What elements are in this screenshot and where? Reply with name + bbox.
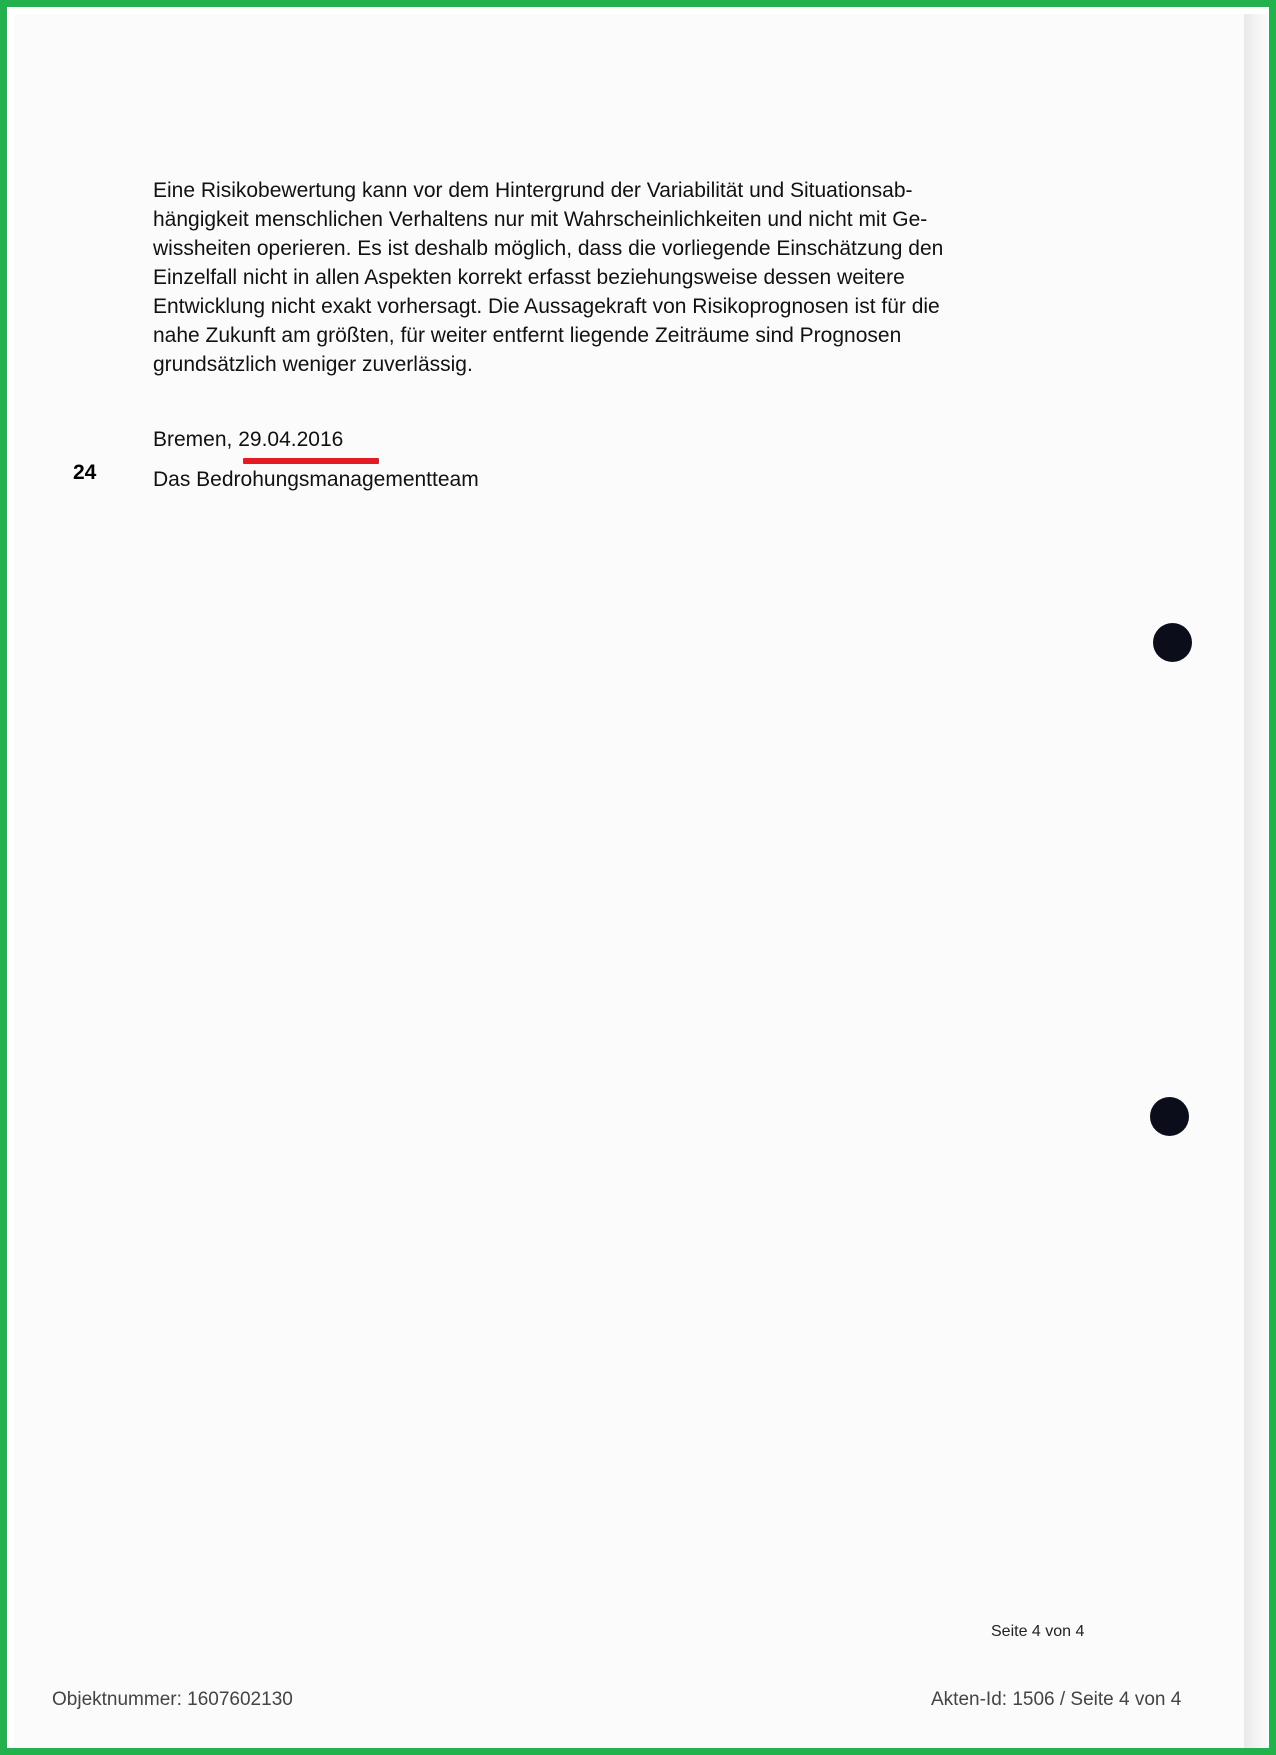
page-number: Seite 4 von 4 [991,1623,1085,1640]
paragraph-line: Entwicklung nicht exakt vorhersagt. Die Aussagekraft von Risikoprognosen ist für die [153,295,940,318]
place-date-line [153,428,343,452]
punch-hole-lower [1150,1097,1189,1136]
date: 29.04.2016 [238,428,344,451]
paragraph-line: hängigkeit menschlichen Verhaltens nur mit Wahrscheinlichkeiten und nicht mit Ge- [153,208,928,231]
date-highlight-underline [243,458,379,464]
margin-number: 24 [73,461,97,484]
signing-team: Das Bedrohungsmanagementteam [153,468,479,491]
paragraph-line: Einzelfall nicht in allen Aspekten korrekt erfasst beziehungsweise dessen weitere [153,266,905,289]
paragraph-line: Eine Risikobewertung kann vor dem Hintergrund der Variabilität und Situationsab- [153,179,913,202]
risk-disclaimer-paragraph [153,176,1113,379]
scan-edge-shadow [1244,14,1276,1755]
file-id-page: Akten-Id: 1506 / Seite 4 von 4 [931,1689,1182,1710]
paragraph-line: grundsätzlich weniger zuverlässig. [153,353,473,376]
paragraph-line: wissheiten operieren. Es ist deshalb möglich, dass die vorliegende Einschätzung den [153,237,944,260]
paragraph-line: nahe Zukunft am größten, für weiter entfernt liegende Zeiträume sind Prognosen [153,324,902,347]
object-number: Objektnummer: 1607602130 [52,1689,293,1710]
place: Bremen, [153,428,233,451]
punch-hole-upper [1153,623,1192,662]
